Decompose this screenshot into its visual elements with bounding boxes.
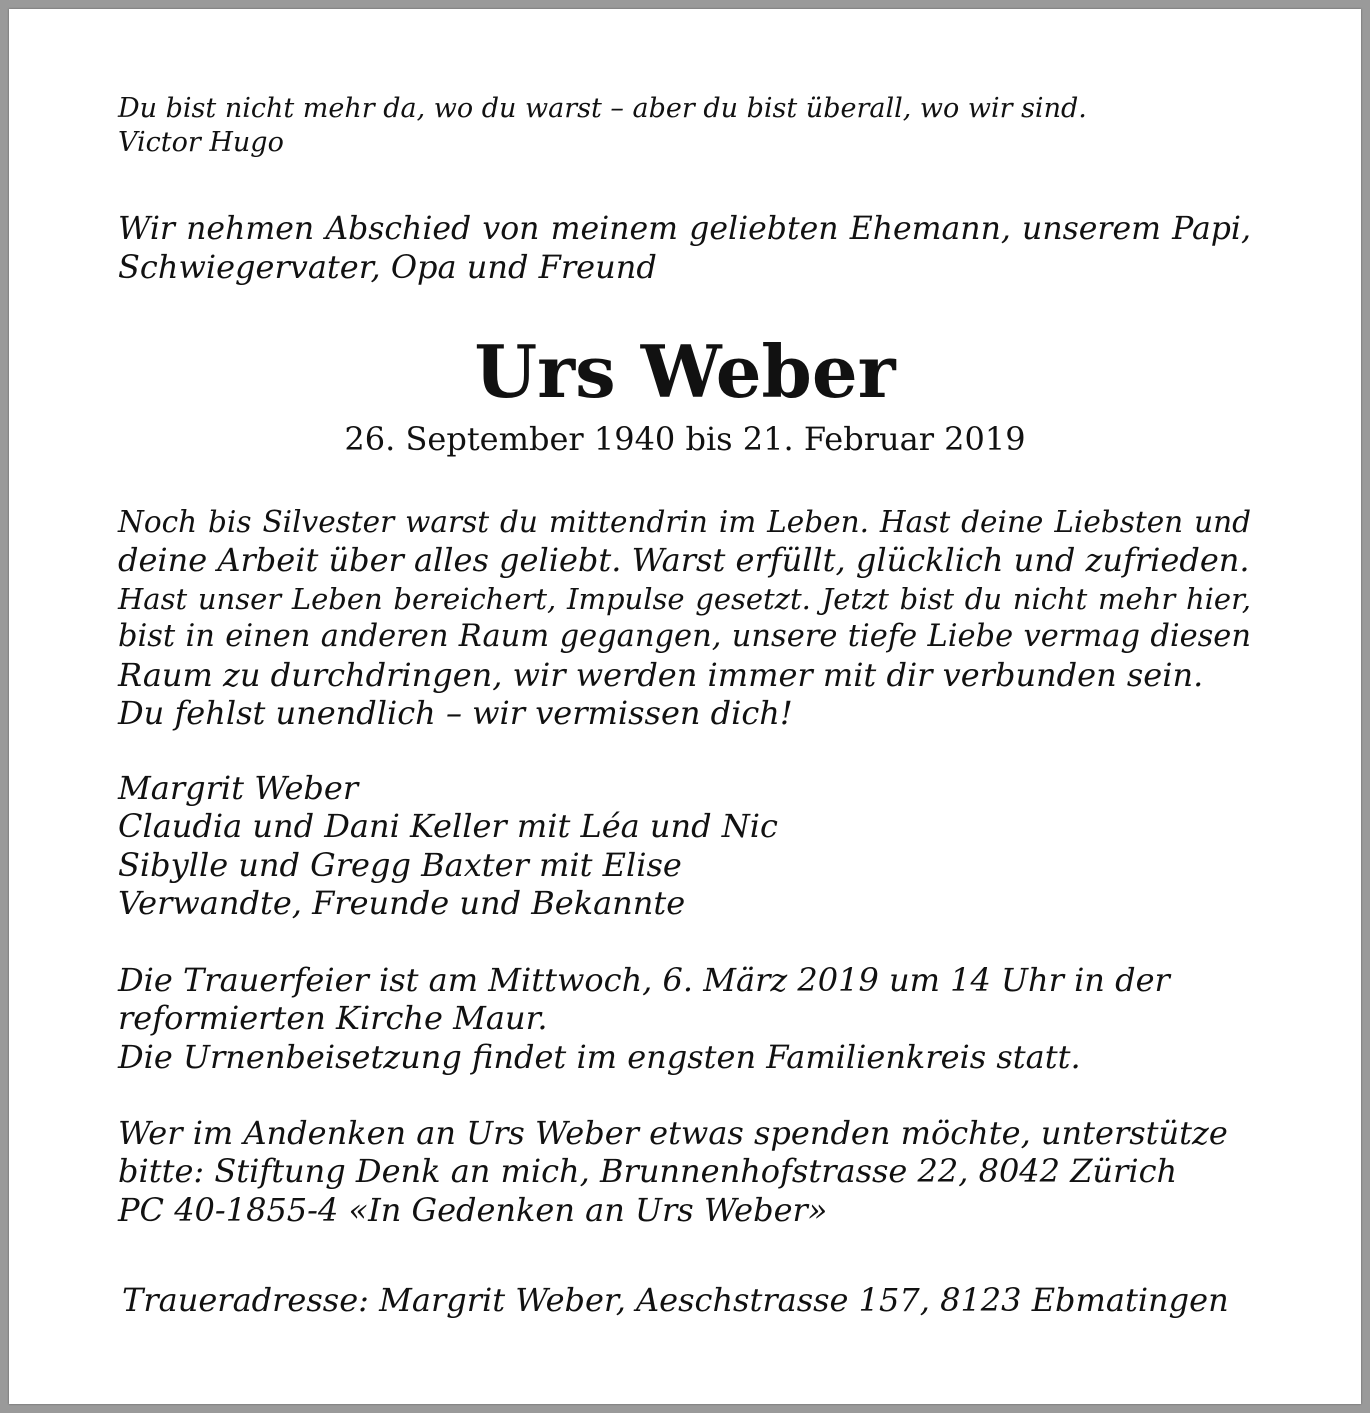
epigraph-quote (118, 92, 1251, 160)
quote-author: Victor Hugo (118, 127, 284, 158)
obituary-page (9, 9, 1361, 1404)
tribute-line-3: Hast unser Leben bereichert, Impulse gesetzt. Jetzt bist du nicht mehr hier, (118, 581, 1251, 616)
farewell-intro (118, 210, 1251, 286)
quote-text: Du bist nicht mehr da, wo du warst – aber du bist überall, wo wir sind. (118, 93, 1087, 124)
donation-info (118, 1114, 1251, 1229)
donation-line-3: PC 40-1855-4 «In Gedenken an Urs Weber» (118, 1190, 828, 1229)
donation-line-2: bitte: Stiftung Denk an mich, Brunnenhofstrasse 22, 8042 Zürich (118, 1152, 1178, 1191)
ceremony-info (118, 961, 1251, 1076)
life-dates: 26. September 1940 bis 21. Februar 2019 (344, 420, 1026, 458)
tribute-line-6: Du fehlst unendlich – wir vermissen dich! (118, 694, 793, 733)
mourning-address: Traueradresse: Margrit Weber, Aeschstrasse 157, 8123 Ebmatingen (122, 1281, 1229, 1319)
mourner-line-1: Margrit Weber (118, 769, 359, 807)
mourners-list (118, 769, 1251, 922)
ceremony-line-1: Die Trauerfeier ist am Mittwoch, 6. März 2019 um 14 Uhr in der (118, 961, 1170, 999)
ceremony-line-3: Die Urnenbeisetzung findet im engsten Familienkreis statt. (118, 1037, 1081, 1076)
tribute-line-2: deine Arbeit über alles geliebt. Warst erfüllt, glücklich und zufrieden. (118, 541, 1250, 580)
mourner-line-4: Verwandte, Freunde und Bekannte (118, 883, 686, 922)
mourner-line-2: Claudia und Dani Keller mit Léa und Nic (118, 807, 778, 846)
deceased-name: Urs Weber (474, 329, 896, 414)
tribute-line-4: bist in einen anderen Raum gegangen, unsere tiefe Liebe vermag diesen (118, 618, 1251, 654)
intro-line-2: Schwiegervater, Opa und Freund (118, 248, 657, 286)
intro-line-1: Wir nehmen Abschied von meinem geliebten Ehemann, unserem Papi, (118, 211, 1251, 247)
tribute-line-5: Raum zu durchdringen, wir werden immer mit dir verbunden sein. (118, 656, 1204, 695)
tribute-text (118, 503, 1251, 733)
mourner-line-3: Sibylle und Gregg Baxter mit Elise (118, 845, 682, 884)
ceremony-line-2: reformierten Kirche Maur. (118, 999, 548, 1038)
tribute-line-1: Noch bis Silvester warst du mittendrin im Leben. Hast deine Liebsten und (118, 505, 1251, 539)
donation-line-1: Wer im Andenken an Urs Weber etwas spenden möchte, unterstütze (118, 1114, 1228, 1152)
